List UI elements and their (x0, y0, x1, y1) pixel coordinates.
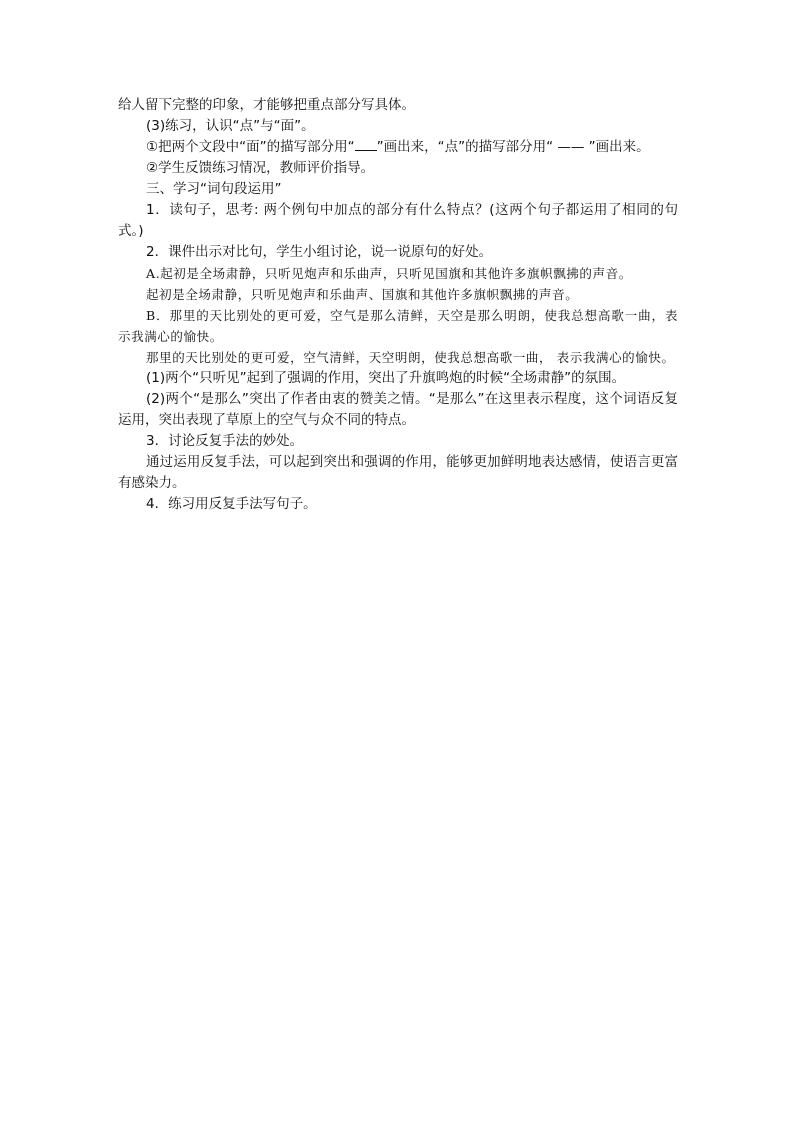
paragraph-step-1: 1．读句子，思考: 两个例句中加点的部分有什么特点？(这两个句子都运用了相同的句式。) (118, 202, 678, 239)
example-b-revised: 那里的天比别处的更可爱，空气清鲜，天空明朗，使我总想高歌一曲， 表示我满心的愉快。 (146, 350, 675, 365)
paragraph-analysis-2: (2)两个“是那么”突出了作者由衷的赞美之情。“是那么”在这里表示程度，这个词语反复运用，突出表现了草原上的空气与众不同的特点。 (118, 391, 678, 428)
paragraph-exercise-3: (3)练习，认识“点”与“面”。 (146, 118, 315, 134)
paragraph-feedback: ②学生反馈练习情况，教师评价指导。 (146, 160, 375, 176)
example-b-original: B．那里的天比别处的更可爱，空气是那么清鲜，天空是那么明朗，使我总想高歌一曲，表示我满心的愉快。 (118, 308, 678, 344)
section-heading-3: 三、学习“词句段运用” (146, 181, 282, 197)
example-a-revised: 起初是全场肃静，只听见炮声和乐曲声、国旗和其他许多旗帜飘拂的声音。 (146, 287, 579, 302)
paragraph-analysis-1: (1)两个“只听见”起到了强调的作用，突出了升旗鸣炮的时候“全场肃静”的氛围。 (146, 370, 626, 386)
document-page (118, 95, 678, 515)
paragraph-conclusion: 通过运用反复手法，可以起到突出和强调的作用，能够更加鲜明地表达感情，使语言更富有感染力。 (118, 454, 678, 491)
paragraph-intro: 给人留下完整的印象，才能够把重点部分写具体。 (118, 97, 415, 113)
paragraph-exercise-instruction (118, 137, 678, 158)
example-a-original: A.起初是全场肃静，只听见炮声和乐曲声，只听见国旗和其他许多旗帜飘拂的声音。 (146, 266, 632, 281)
paragraph-step-3: 3．讨论反复手法的妙处。 (146, 433, 304, 449)
instruction-part-a: ①把两个文段中“面”的描写部分用“ (146, 139, 355, 155)
underline-blank (355, 138, 377, 151)
instruction-part-b: ”画出来，“点”的描写部分用“ —— ”画出来。 (376, 139, 650, 155)
paragraph-step-2: 2．课件出示对比句，学生小组讨论，说一说原句的好处。 (146, 244, 493, 260)
paragraph-step-4: 4．练习用反复手法写句子。 (146, 496, 317, 512)
